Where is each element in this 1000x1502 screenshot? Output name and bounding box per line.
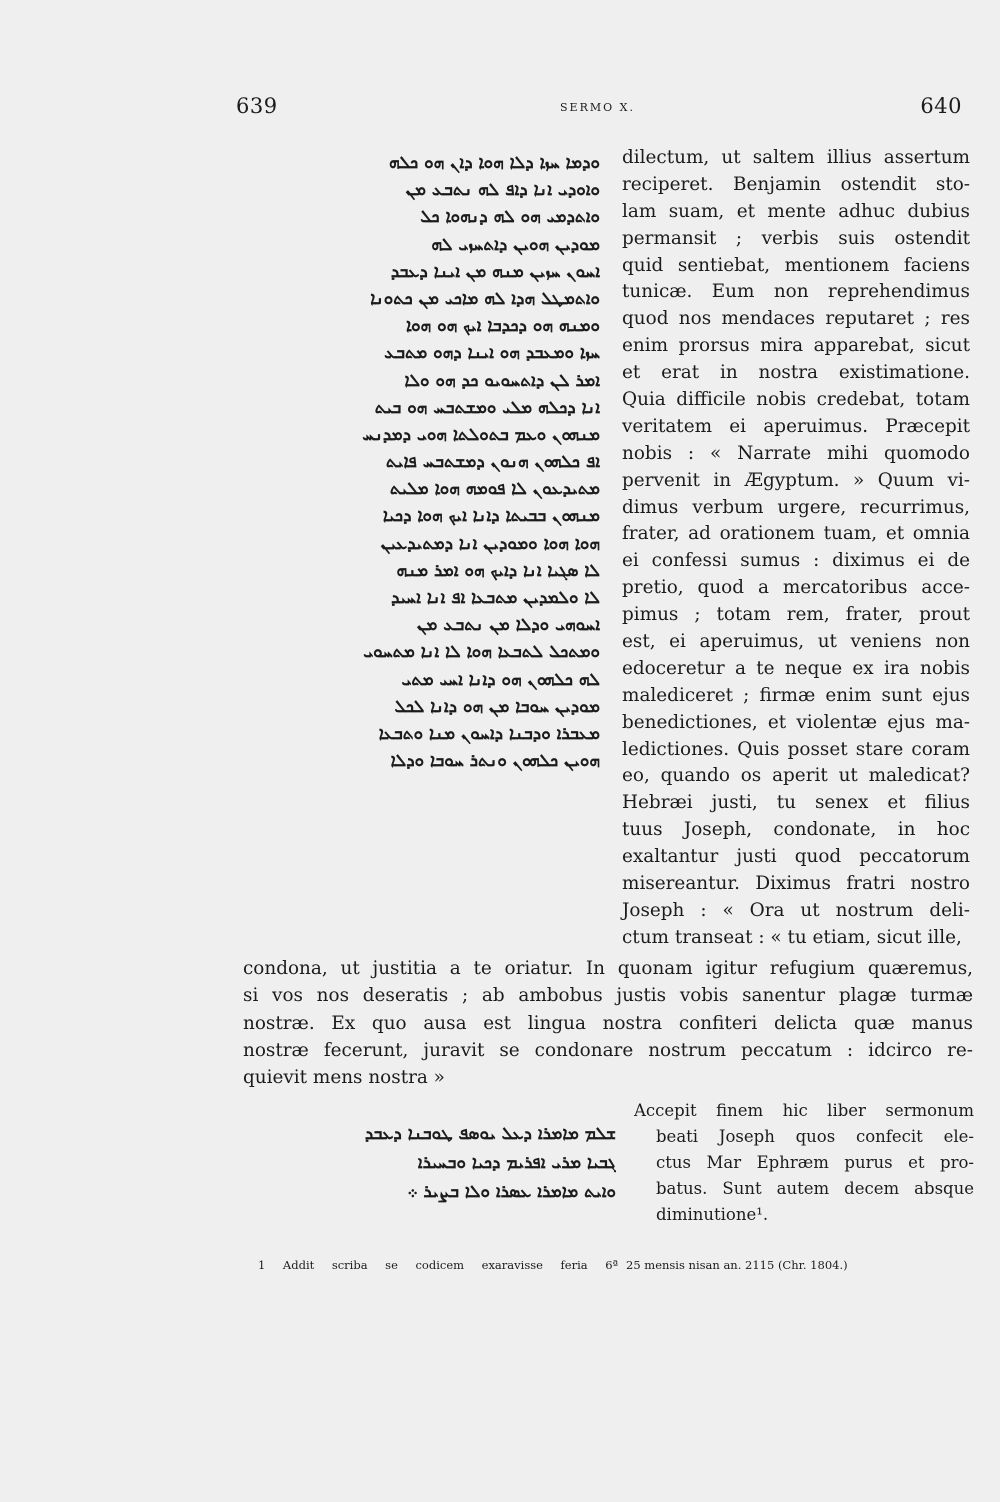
colophon-latin-line: diminutione¹. [656, 1205, 769, 1224]
syriac-line: ܘܐܬܕܡܝ ܗܘ ܠܗ ܕܢܗܘܐ ܟܠ [420, 207, 600, 228]
latin-line: nostræ. Ex quo ausa est lingua nostra confiteri delicta quæ manus [243, 1012, 973, 1034]
syriac-line: ܐܦ ܟܠܗܘܢ ܗܢܘܢ ܕܡܫܬܒܚ ܦܐܝܬ [385, 452, 600, 473]
latin-line: dimus verbum urgere, recurrimus, [622, 496, 970, 518]
syriac-line: ܡܢܗܘܢ ܘܥܡ ܒܬܘܠܬܐ ܗܘܝ ܕܡܕܢܚ [362, 424, 600, 445]
syriac-line: ܗܘܝܢ ܟܠܗܘܢ ܘܢܬܪ ܚܘܒܐ ܘܕܠܐ [390, 751, 600, 772]
latin-line: ei confessi sumus : diximus ei de [622, 550, 970, 572]
latin-line: condona, ut justitia a te oriatur. In quonam igitur refugium quæremus, [243, 958, 973, 979]
latin-line: ctum transeat : « tu etiam, sicut ille, [622, 926, 962, 948]
syriac-text-column [230, 150, 600, 775]
colophon-syriac-line: ܘܐܝܬ ܡܐܡܪܐ ܥܣܪܐ ܘܠܐ ܒܨܝܪ ܀ [407, 1182, 616, 1202]
syriac-line: ܡܢܗܘܢ ܒܒܝܬܐ ܕܐܢܐ ܐܝܟ ܗܘܐ ܕܟܝܐ [382, 506, 600, 527]
latin-line: tuus Joseph, condonate, in hoc [622, 819, 970, 841]
latin-line: tunicæ. Eum non reprehendimus [622, 281, 970, 303]
latin-continuation-paragraph [243, 955, 973, 1091]
syriac-line: ܘܐܘܕܝ ܐܢܐ ܕܐܦ ܠܗ ܢܬܒܥ ܡܢ [405, 180, 600, 201]
latin-line: enim prorsus mira apparebat, sicut [622, 335, 970, 357]
syriac-colophon [244, 1120, 616, 1207]
colophon-latin-line: batus. Sunt autem decem absque [656, 1179, 974, 1198]
latin-line: si vos nos deseratis ; ab ambobus justis vobis sanentur plagæ turmæ [243, 985, 973, 1007]
colophon-latin-line: beati Joseph quos confecit ele- [656, 1127, 974, 1146]
latin-colophon [634, 1098, 974, 1228]
latin-line: et erat in nostra existimatione. [622, 362, 970, 384]
syriac-line: ܘܡܬܟܠ ܠܬܒܥܐ ܗܘܐ ܠܐ ܐܢܐ ܡܬܚܘܝ [363, 642, 600, 663]
syriac-line: ܘܡܢܗ ܗܘ ܕܟܕܒܐ ܐܝܟ ܗܘ ܗܘܐ [405, 316, 600, 337]
latin-line: permansit ; verbis suis ostendit [622, 227, 970, 249]
colophon-syriac-line: ܫܠܡ ܡܐܡܪܐ ܕܥܠ ܝܘܣܦ ܛܘܒܢܐ ܕܥܒܕ [364, 1124, 616, 1144]
syriac-line: ܐܚܘܢ ܚܙܝܢ ܡܢܗ ܡܢ ܐܝܢܐ ܕܥܒܕ [390, 261, 600, 282]
latin-line: ledictiones. Quis posset stare coram [622, 738, 970, 760]
colophon-latin-line: Accepit finem hic liber sermonum [634, 1101, 974, 1120]
syriac-line: ܡܬܝܕܥܘܢ ܠܐ ܦܘܡܗ ܗܘܐ ܡܠܝܬ [389, 479, 600, 500]
latin-line: Quia difficile nobis credebat, totam [622, 389, 970, 411]
latin-line: misereantur. Diximus fratri nostro [622, 873, 970, 895]
latin-line: pervenit in Ægyptum. » Quum vi- [622, 469, 970, 491]
latin-line: eo, quando os aperit ut maledicat? [622, 765, 970, 787]
colophon-syriac-line: ܓܒܝܐ ܡܪܝ ܐܦܪܝܡ ܕܟܝܐ ܘܒܚܝܪܐ [417, 1153, 616, 1173]
syriac-line: ܗܘܐ ܗܘܐ ܘܡܘܕܝܢ ܐܢܐ ܕܡܬܝܕܥܝܢ [380, 533, 600, 554]
latin-line: veritatem ei aperuimus. Præcepit [622, 415, 970, 437]
latin-line: nostræ fecerunt, juravit se condonare nostrum peccatum : idcirco re- [243, 1039, 973, 1061]
footnote-left: 1 Addit scriba se codicem exaravisse feria 6ª [258, 1258, 618, 1272]
latin-line: quievit mens nostra » [243, 1067, 445, 1089]
syriac-line: ܘܕܡܐ ܚܙܐ ܕܠܐ ܗܘܐ ܕܐܢ ܗܘ ܟܠܗ [388, 153, 600, 173]
latin-line: quod nos mendaces reputaret ; res [622, 308, 970, 330]
syriac-line: ܡܥܒܪܐ ܘܕܒܢܐ ܕܐܚܘܢ ܡܢܐ ܘܬܒܥܐ [378, 723, 600, 744]
latin-line: edoceretur a te neque ex ira nobis [622, 657, 970, 679]
latin-line: reciperet. Benjamin ostendit sto- [622, 173, 970, 195]
syriac-line: ܐܢܐ ܕܟܠܗ ܡܠܝ ܘܡܫܬܒܚ ܗܘ ܒܝܬ [374, 397, 600, 418]
syriac-line: ܡܘܕܝܢ ܚܘܒܐ ܡܢ ܗܘ ܕܐܢܐ ܠܟܠ [394, 696, 600, 717]
latin-line: est, ei aperuimus, ut veniens non [622, 631, 970, 653]
latin-line: exaltantur justi quod peccatorum [622, 846, 970, 868]
latin-line: lam suam, et mente adhuc dubius [622, 200, 970, 222]
latin-line: pretio, quod a mercatoribus acce- [622, 577, 970, 599]
latin-line: frater, ad orationem tuam, et omnia [622, 523, 970, 545]
colophon-latin-line: ctus Mar Ephræm purus et pro- [656, 1153, 974, 1172]
syriac-line: ܐܡܪ ܠܢ ܕܐܬܚܘܝܘ ܟܕ ܗܘ ܘܠܐ [404, 370, 600, 391]
syriac-line: ܐܚܘܗܝ ܘܕܠܐ ܡܢ ܢܬܒܥ ܡܢ [417, 615, 600, 636]
latin-line: benedictiones, et violentæ ejus ma- [622, 711, 970, 733]
latin-line: malediceret ; firmæ enim sunt ejus [622, 684, 970, 706]
latin-line: Hebræi justi, tu senex et filius [622, 792, 970, 814]
syriac-line: ܠܐ ܣܓܝܐ ܐܢܐ ܕܐܝܟ ܗܘ ܐܡܪ ܡܢܗ [396, 560, 600, 581]
latin-line: Joseph : « Ora ut nostrum deli- [622, 899, 970, 921]
syriac-line: ܠܗ ܟܠܗܘܢ ܗܘ ܕܐܢܐ ܐܚܝ ܡܬܝ [401, 669, 600, 690]
latin-text-column [622, 145, 970, 952]
latin-line: pimus ; totam rem, frater, prout [622, 604, 970, 626]
latin-line: nobis : « Narrate mihi quomodo [622, 442, 970, 464]
syriac-line: ܡܘܕܝܢ ܗܘܝܢ ܕܐܬܚܙܝ ܠܗ [431, 234, 600, 255]
left-page-number: 639 [236, 94, 278, 118]
latin-line: quid sentiebat, mentionem faciens [622, 254, 970, 276]
running-head: SERMO X. [560, 101, 635, 114]
syriac-line: ܠܐ ܘܠܡܕܝܢ ܡܬܒܥܐ ܐܦ ܐܢܐ ܐܚܝܕ [391, 588, 600, 608]
footnote-right: 25 mensis nisan an. 2115 (Chr. 1804.) [626, 1258, 848, 1272]
right-page-number: 640 [920, 94, 962, 118]
syriac-line: ܚܙܐ ܘܡܥܒܕ ܗܘ ܐܝܢܐ ܕܗܘ ܡܬܒܥ [384, 343, 600, 364]
latin-line: dilectum, ut saltem illius assertum [622, 147, 970, 168]
syriac-line: ܘܐܬܡܛܠ ܗܕܐ ܠܗ ܡܐܟܝ ܡܢ ܟܬܘܢܐ [370, 288, 600, 309]
